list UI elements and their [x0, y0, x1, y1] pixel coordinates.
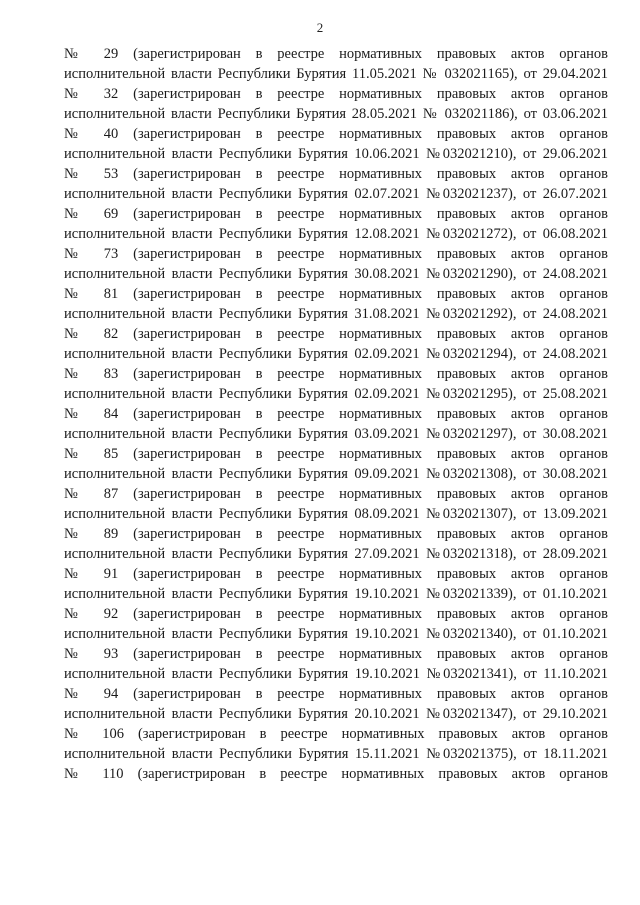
registry-entry [64, 324, 608, 364]
document-body [64, 44, 608, 784]
entry-line-first: № 84 (зарегистрирован в реестре нормативных правовых актов органов [64, 406, 608, 422]
entry-line-second: исполнительной власти Республики Бурятия 09.09.2021 №032021308), от 30.08.2021 [64, 466, 608, 482]
registry-entry [64, 724, 608, 764]
registry-entry [64, 524, 608, 564]
entry-line-first: № 32 (зарегистрирован в реестре нормативных правовых актов органов [64, 86, 608, 102]
entry-line-second: исполнительной власти Республики Бурятия 19.10.2021 №032021340), от 01.10.2021 [64, 626, 608, 642]
entry-line-second: исполнительной власти Республики Бурятия 27.09.2021 №032021318), от 28.09.2021 [64, 546, 608, 562]
entry-line-first: № 40 (зарегистрирован в реестре нормативных правовых актов органов [64, 126, 608, 142]
entry-line-first: № 81 (зарегистрирован в реестре нормативных правовых актов органов [64, 286, 608, 302]
entry-line-first: № 89 (зарегистрирован в реестре нормативных правовых актов органов [64, 526, 608, 542]
entry-line-first: № 83 (зарегистрирован в реестре нормативных правовых актов органов [64, 366, 608, 382]
entry-line-first: № 87 (зарегистрирован в реестре нормативных правовых актов органов [64, 486, 608, 502]
entry-line-second: исполнительной власти Республики Бурятия 15.11.2021 №032021375), от 18.11.2021 [64, 746, 608, 762]
registry-entry [64, 764, 608, 784]
registry-entry [64, 604, 608, 644]
entry-line-second: исполнительной власти Республики Бурятия 11.05.2021 № 032021165), от 29.04.2021 [64, 66, 608, 82]
registry-entry [64, 44, 608, 84]
entry-line-first: № 82 (зарегистрирован в реестре нормативных правовых актов органов [64, 326, 608, 342]
entry-line-first: № 110 (зарегистрирован в реестре нормативных правовых актов органов [64, 766, 608, 782]
entry-line-first: № 53 (зарегистрирован в реестре нормативных правовых актов органов [64, 166, 608, 182]
registry-entry [64, 244, 608, 284]
entry-line-first: № 69 (зарегистрирован в реестре нормативных правовых актов органов [64, 206, 608, 222]
entry-line-second: исполнительной власти Республики Бурятия 28.05.2021 № 032021186), от 03.06.2021 [64, 106, 608, 122]
registry-entry [64, 564, 608, 604]
registry-entry [64, 84, 608, 124]
registry-entry [64, 124, 608, 164]
entry-line-first: № 91 (зарегистрирован в реестре нормативных правовых актов органов [64, 566, 608, 582]
entry-line-first: № 93 (зарегистрирован в реестре нормативных правовых актов органов [64, 646, 608, 662]
entry-line-second: исполнительной власти Республики Бурятия 02.09.2021 №032021295), от 25.08.2021 [64, 386, 608, 402]
registry-entry [64, 284, 608, 324]
entry-line-second: исполнительной власти Республики Бурятия 03.09.2021 №032021297), от 30.08.2021 [64, 426, 608, 442]
registry-entry [64, 404, 608, 444]
entry-line-first: № 29 (зарегистрирован в реестре нормативных правовых актов органов [64, 46, 608, 62]
registry-entry [64, 484, 608, 524]
entry-line-first: № 94 (зарегистрирован в реестре нормативных правовых актов органов [64, 686, 608, 702]
entry-line-first: № 106 (зарегистрирован в реестре нормативных правовых актов органов [64, 726, 608, 742]
entry-line-first: № 73 (зарегистрирован в реестре нормативных правовых актов органов [64, 246, 608, 262]
entry-line-first: № 85 (зарегистрирован в реестре нормативных правовых актов органов [64, 446, 608, 462]
entry-line-second: исполнительной власти Республики Бурятия 02.07.2021 №032021237), от 26.07.2021 [64, 186, 608, 202]
registry-entry [64, 444, 608, 484]
entry-line-second: исполнительной власти Республики Бурятия 02.09.2021 №032021294), от 24.08.2021 [64, 346, 608, 362]
page-number: 2 [316, 20, 324, 35]
entry-line-second: исполнительной власти Республики Бурятия 08.09.2021 №032021307), от 13.09.2021 [64, 506, 608, 522]
entry-line-second: исполнительной власти Республики Бурятия 30.08.2021 №032021290), от 24.08.2021 [64, 266, 608, 282]
entry-line-second: исполнительной власти Республики Бурятия 12.08.2021 №032021272), от 06.08.2021 [64, 226, 608, 242]
entry-line-second: исполнительной власти Республики Бурятия 20.10.2021 №032021347), от 29.10.2021 [64, 706, 608, 722]
entry-line-second: исполнительной власти Республики Бурятия 10.06.2021 №032021210), от 29.06.2021 [64, 146, 608, 162]
registry-entry [64, 684, 608, 724]
entry-line-second: исполнительной власти Республики Бурятия 19.10.2021 №032021341), от 11.10.2021 [64, 666, 608, 682]
registry-entry [64, 164, 608, 204]
entry-line-first: № 92 (зарегистрирован в реестре нормативных правовых актов органов [64, 606, 608, 622]
registry-entry [64, 644, 608, 684]
registry-entry [64, 204, 608, 244]
registry-entry [64, 364, 608, 404]
entry-line-second: исполнительной власти Республики Бурятия 19.10.2021 №032021339), от 01.10.2021 [64, 586, 608, 602]
entry-line-second: исполнительной власти Республики Бурятия 31.08.2021 №032021292), от 24.08.2021 [64, 306, 608, 322]
